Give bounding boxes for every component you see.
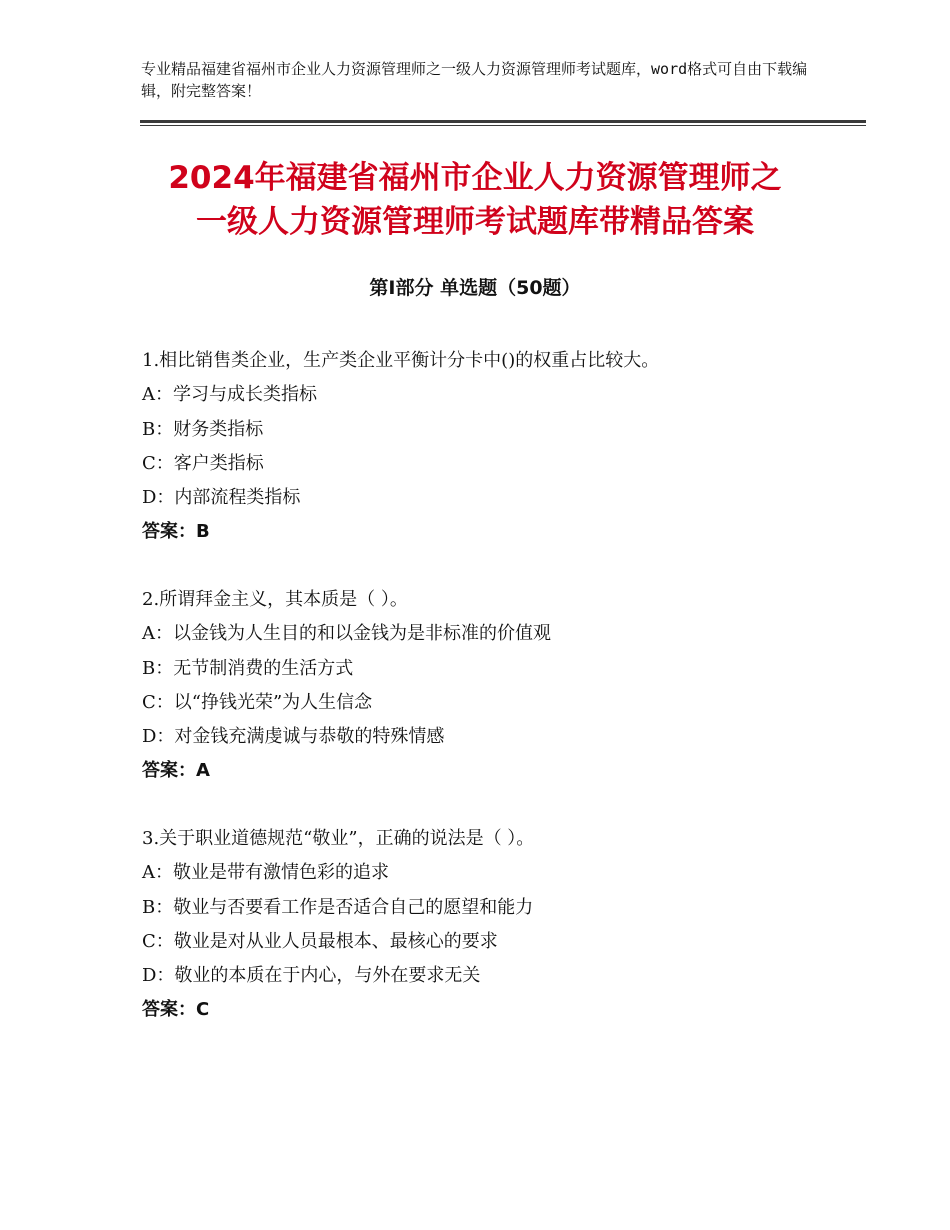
header-rule-thin (140, 125, 866, 126)
document-title-line-1: 2024年福建省福州市企业人力资源管理师之 (168, 160, 782, 196)
option-d: D：敬业的本质在于内心，与外在要求无关 (142, 965, 481, 987)
header-note: 专业精品福建省福州市企业人力资源管理师之一级人力资源管理师考试题库，word格式可自由下载编辑，附完整答案！ (141, 60, 808, 100)
question-1 (142, 344, 842, 550)
option-a: A：以金钱为人生目的和以金钱为是非标准的价值观 (142, 623, 551, 645)
option-a: A：学习与成长类指标 (142, 384, 317, 406)
section-heading: 第Ⅰ部分 单选题（50题） (369, 277, 581, 299)
question-3 (142, 822, 842, 1028)
answer-label: 答案：B (142, 521, 210, 543)
answer-label: 答案：A (142, 760, 210, 782)
question-stem: 3.关于职业道德规范“敬业”，正确的说法是（ ）。 (142, 828, 535, 849)
header-rule-thick (140, 120, 866, 123)
option-a: A：敬业是带有激情色彩的追求 (142, 862, 389, 884)
document-title-line-2: 一级人力资源管理师考试题库带精品答案 (196, 204, 754, 240)
option-b: B：敬业与否要看工作是否适合自己的愿望和能力 (142, 896, 534, 918)
document-title (100, 156, 850, 244)
option-d: D：对金钱充满虔诚与恭敬的特殊情感 (142, 726, 445, 748)
question-2 (142, 583, 842, 789)
option-c: C：敬业是对从业人员最根本、最核心的要求 (142, 930, 498, 952)
option-c: C：以“挣钱光荣”为人生信念 (142, 691, 373, 713)
option-b: B：无节制消费的生活方式 (142, 657, 354, 679)
option-b: B：财务类指标 (142, 418, 264, 440)
option-d: D：内部流程类指标 (142, 487, 301, 509)
question-stem: 2.所谓拜金主义，其本质是（ ）。 (142, 589, 408, 610)
question-stem: 1.相比销售类企业，生产类企业平衡计分卡中()的权重占比较大。 (142, 350, 660, 371)
option-c: C：客户类指标 (142, 452, 264, 474)
answer-label: 答案：C (142, 999, 210, 1021)
